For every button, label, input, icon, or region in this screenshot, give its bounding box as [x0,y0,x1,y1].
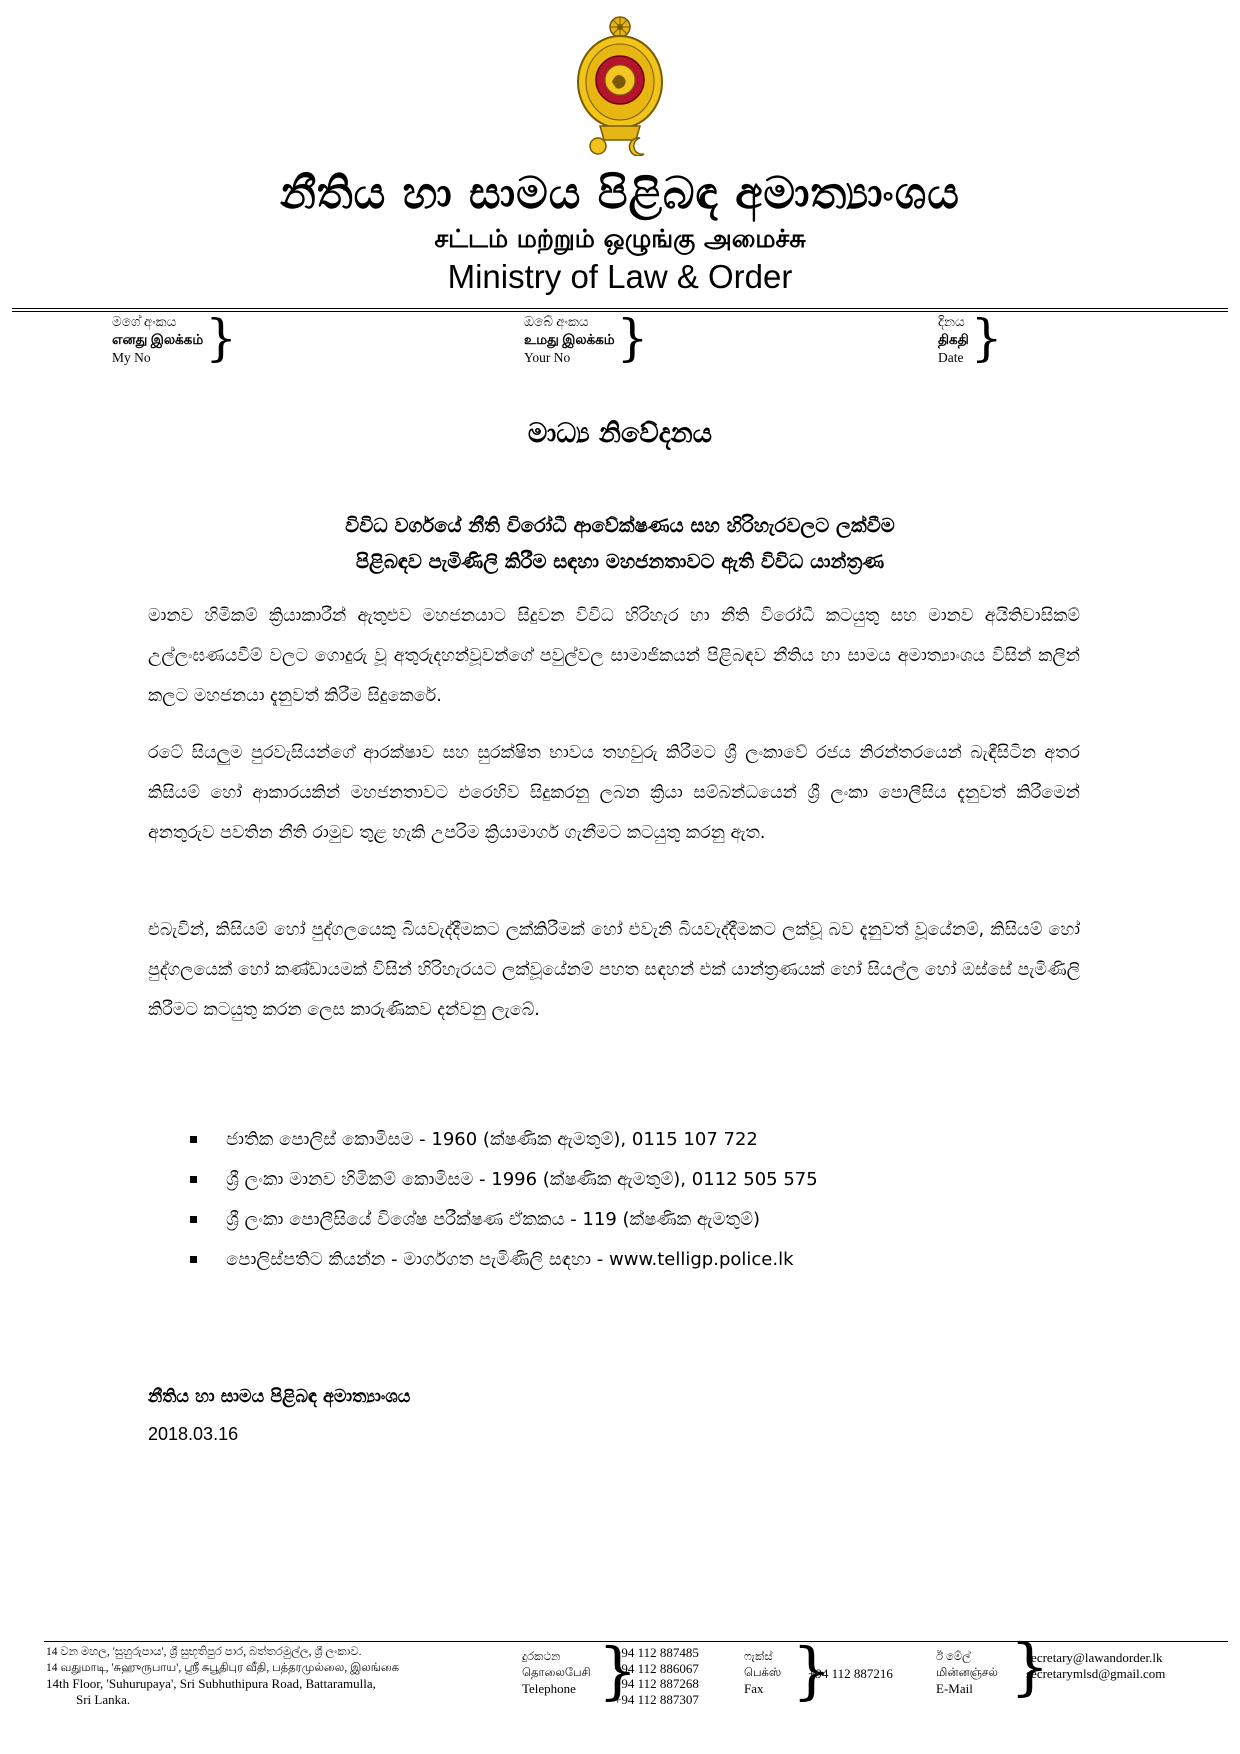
list-item: ශ්‍රී ලංකා මානව හිමිකම් කොමිසම - 1996 (ක්ෂණික ඇමතුම්), 0112 505 575 [184,1160,1084,1200]
ministry-title-english: Ministry of Law & Order [447,258,793,295]
release-date: 2018.03.16 [148,1424,239,1444]
footer-fax-label: ෆැක්ස් பெக்ஸ் Fax [744,1651,782,1696]
brace: } [598,1634,638,1707]
ministry-title-sinhala: නීතිය හා සාමය පිළිබඳ අමාත්‍යාංශය [280,168,960,219]
list-item: පොලිස්පතිට කියන්න - මාර්ගගත පැමිණිලි සඳහා - www.telligp.police.lk [184,1240,1084,1280]
paragraph: රටේ සියලුම පුරවැසියන්ගේ ආරක්ෂාව සහ සුරක්ෂිත භාවය තහවුරු කිරීමට ශ්‍රී ලංකාවේ රජය නිරන්තරයෙන් බැඳීසිටින අතර කිසියම් හෝ ආකාරයකින් මහජනතාවට එරෙහිව සිදුකරනු ලබන ක්‍රියා සම්බන්ධයෙන් ශ්‍රී ලංකා පොලීසිය දැනුවත් කිරීමෙන් අනතුරුව පවතින නීති රාමුව තුළ හැකි උපරිම ක්‍රියාමාර්ග ගැනීමට කටයුතු කරනු ඇත. [148,743,1080,843]
footer-fax: +94 112 887216 [808,1666,893,1681]
complaint-mechanisms-list [184,1120,1084,1280]
paragraph: මානව හිමිකම් ක්‍රියාකාරීන් ඇතුළුව මහජනයාට සිදුවන විවිධ හිරිහැර හා නීති විරෝධී කටයුතු සහ මානව අයිතිවාසිකම් උල්ලංඝණයවීම් වලට ගොදුරු වූ අතුරුදහන්වූවන්ගේ පවුල්වල සාමාජිකයන් පිළිබඳව නීතිය හා සාමය අමාත්‍යාංශය විසින් කලින් කලට මහජනයා දැනුවත් කිරීම සිදුකෙරේ. [148,606,1080,706]
ref-date: දිනය திகதி Date } [938,309,1003,367]
footer-phones: +94 112 887485 +94 112 886067 +94 112 887268 +94 112 887307 [614,1645,699,1707]
list-item: ශ්‍රී ලංකා පොලීසියේ විශේෂ පරීක්ෂණ ඒකකය - 119 (ක්ෂණික ඇමතුම්) [184,1200,1084,1240]
bullet-square-icon [190,1176,197,1183]
brace: } [1010,1630,1050,1703]
sri-lanka-state-emblem-icon [574,14,666,156]
media-release-heading: මාධ්‍ය නිවේදනය [527,418,713,449]
ref-my-no: මගේ අංකය எனது இலக்கம் My No } [112,309,237,367]
ministry-title-tamil: சட்டம் மற்றும் ஒழுங்கு அமைச்சு [434,224,806,253]
brace: } [792,1634,832,1707]
ref-your-no: ඔබේ අංකය உமது இலக்கம் Your No } [524,309,649,367]
footer-email-label: ඊ මේල් மின்னஞ்சல் E-Mail [936,1651,998,1696]
signature-ministry-name: නීතිය හා සාමය පිළිබඳ අමාත්‍යාංශය [148,1387,411,1407]
list-item: ජාතික පොලිස් කොමිසම - 1960 (ක්ෂණික ඇමතුම්), 0115 107 722 [184,1120,1084,1160]
paragraph: එබැවින්, කිසියම් හෝ පුද්ගලයෙකු බියවැද්දීමකට ලක්කිරීමක් හෝ එවැනි බියවැද්දීමකට ලක්වූ බව දැනුවත් වූයේනම්, කිසියම් හෝ පුද්ගලයෙක් හෝ කණ්ඩායමක් විසින් හිරිහැරයට ලක්වූයේනම් පහත සඳහන් එක් යාන්ත්‍රණයක් හෝ සියල්ල හෝ ඔස්සේ පැමිණිලි කිරීමට කටයුතු කරන ලෙස කාරුණිකව දන්වනු ලැබේ. [148,920,1080,1020]
bullet-square-icon [190,1216,197,1223]
footer-address: 14 වන මහල, 'සුහුරුපාය', ශ්‍රී සුභූතිපුර පාර, බත්තරමුල්ල, ශ්‍රී ලංකාව. 14 வதுமாடி, 'சுஹுருபாய', ஸ்ரீ சுபூதிபுர வீதி, பத்தரமுல்லை, இலங்கை 14th Floor, 'Suhurupaya', Sri Subhuthipura Road, Battaramulla, Sri Lanka. [46,1646,400,1707]
bullet-square-icon [190,1256,197,1263]
bullet-square-icon [190,1136,197,1143]
footer-phone-label: දුරකථන தொலைபேசி Telephone [522,1651,591,1696]
footer-emails: secretary@lawandorder.lk secretarymlsd@gmail.com [1026,1650,1166,1681]
subject-heading: විවිධ වර්ගයේ නීති විරෝධී ආවේක්ෂණය සහ හිරිහැරවලට ලක්වීම පිළිබඳව පැමිණිලි කිරීම සඳහා මහජනතාවට ඇති විවිධ යාන්ත්‍රණ [345,514,895,573]
